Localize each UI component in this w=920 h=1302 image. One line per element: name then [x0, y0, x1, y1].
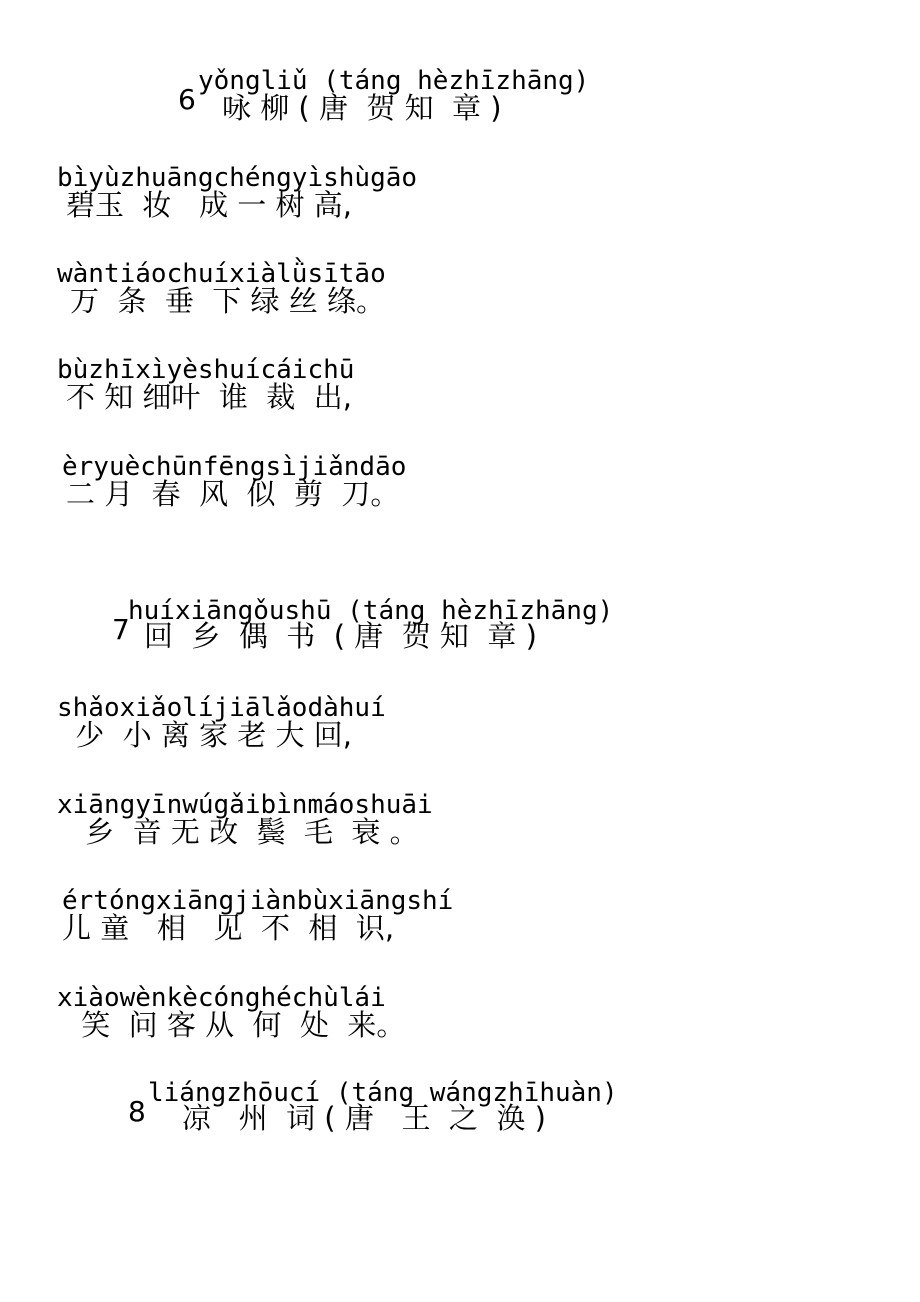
- verse-text: 碧玉 妆 成 一 树 高,: [66, 188, 352, 222]
- verse-pinyin: bìyùzhuāngchéngyìshùgāo: [57, 163, 418, 193]
- verse-text: 笑 问 客 从 何 处 来。: [72, 1008, 406, 1042]
- poem-title-pinyin: huíxiāngǒushū (táng hèzhīzhāng): [128, 596, 614, 626]
- poem-number: 6: [178, 83, 196, 116]
- verse-text: 少 小 离 家 老 大 回,: [66, 718, 352, 752]
- poem-number: 8: [128, 1095, 146, 1128]
- verse-pinyin: xiàowènkècónghéchùlái: [57, 983, 386, 1013]
- verse-text: 二 月 春 风 似 剪 刀。: [66, 477, 400, 511]
- poem-title: 回 乡 偶 书 ( 唐 贺 知 章 ): [144, 619, 537, 653]
- verse-pinyin: értóngxiāngjiànbùxiāngshí: [62, 886, 454, 916]
- poem-title-pinyin: liángzhōucí (táng wángzhīhuàn): [148, 1078, 618, 1108]
- verse-pinyin: bùzhīxìyèshuícáichū: [57, 355, 355, 385]
- verse-text: 万 条 垂 下 绿 丝 绦。: [70, 284, 385, 318]
- verse-text: 不 知 细叶 谁 裁 出,: [66, 380, 352, 414]
- poem-title: 咏 柳 ( 唐 贺 知 章 ): [222, 91, 502, 125]
- poem-title-pinyin: yǒngliǔ (táng hèzhīzhāng): [198, 66, 590, 96]
- verse-pinyin: èryuèchūnfēngsìjiǎndāo: [62, 452, 407, 482]
- verse-pinyin: wàntiáochuíxiàlǜsītāo: [57, 259, 386, 289]
- poem-title: 凉 州 词 ( 唐 王 之 涣 ): [182, 1101, 546, 1135]
- verse-text: 儿 童 相 见 不 相 识,: [62, 911, 395, 945]
- poem-number: 7: [112, 613, 130, 646]
- verse-pinyin: xiāngyīnwúgǎibìnmáoshuāi: [57, 790, 433, 820]
- verse-pinyin: shǎoxiǎolíjiālǎodàhuí: [57, 693, 386, 723]
- verse-text: 乡 音 无 改 鬓 毛 衰 。: [76, 815, 419, 849]
